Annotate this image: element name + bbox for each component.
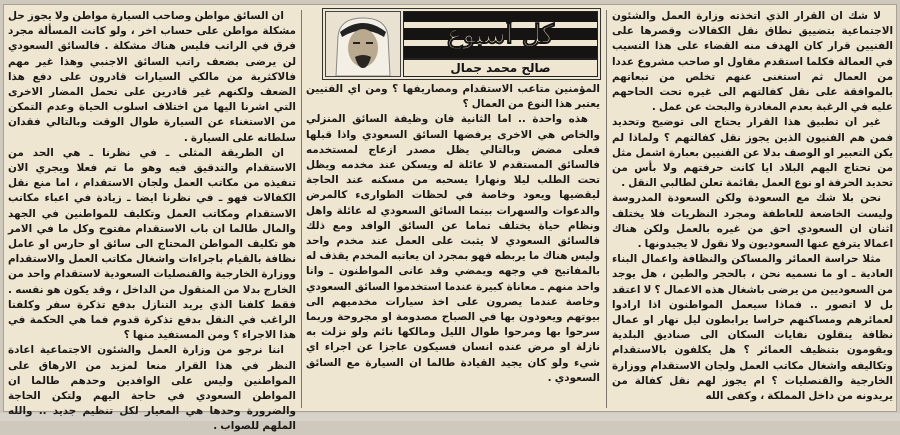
column-title: كل أسبوع: [447, 20, 554, 50]
paragraph: نحن بلا شك مع السعودة ولكن السعودة المدروسة وليست الخاضعة للعاطفة ومجرد النظريات فلا يختلف اثنان ان السعودي احق من غيره بالعمل ولكن هناك اعمالا يترفع عنها السعوديون ولا نقول لا يجيدونها .: [612, 192, 893, 251]
author-photo: [325, 11, 401, 77]
column-header: [322, 8, 601, 80]
paragraph: ان السائق مواطن وصاحب السيارة مواطن ولا يجوز حل مشكلة مواطن على حساب اخر ، ولو كانت المسألة مجرد فرق في الراتب فليس هناك مشكلة . فالسائق السعودي لن يرضى بضعف راتب السائق الاجنبي وهذا غير مهم فالاكثرية من مالكي السيارات قادرون على دفع هذا الضعف ولكنهم غير قادرين على تحمل المضار الاخرى التي اشرنا اليها من اختلاف اسلوب الحياة وعدم التمكن من الاستغناء عن السيارة طوال الوقت وبالتالي فقدان سلطانه على السيارة .: [8, 10, 296, 144]
article-column-left: [8, 9, 296, 435]
paragraph: اننا نرجو من وزارة العمل والشئون الاجتماعية اعادة النظر في هذا القرار منعا لمزيد من الارهاق على المواطنين وليس على الوافدين وحدهم طالما ان المواطن السعودي في حاجة اليهم ولتكن الحاجة والضرورة وحدها هي المعيار لكل تنظيم جديد .. والله الملهم للصواب .: [8, 344, 296, 433]
article-column-middle: [306, 82, 600, 386]
paragraph: لا شك ان القرار الذي اتخذته وزارة العمل والشئون الاجتماعية بتضييق نطاق نقل الكفالات وقصرها على الفنيين قرار كان الهدف منه القضاء على هذا التسيب في العمالة فكلما استقدم مقاول او صاحب مشروع عددا من العمال ثم استغنى عنهم تخلص من تبعاتهم بالموافقة على نقل كفالتهم الى غيره تحت الحاحهم عليه في الرغبة بعدم المغادرة والبحث عن عمل .: [612, 10, 893, 114]
paragraph: غير ان تطبيق هذا القرار يحتاج الى توضيح وتحديد فمن هم الفنيون الذين يجوز نقل كفالتهم ؟ ولماذا لم يكن التعبير او الوصف بدلا عن الفنيين بعبارة اشمل مثل من تحتاج اليهم البلاد ايا كانت حرفتهم ولا بأس من تحديد الحرفة او نوع العمل بقائمة تعلن لطالبي النقل .: [612, 116, 893, 190]
paragraph: المؤمنين متاعب الاستقدام ومصاريفها ؟ ومن اي الفنيين يعتبر هذا النوع من العمال ؟: [306, 83, 600, 111]
article-column-right: [612, 9, 893, 404]
paragraph: ان الطريقة المثلى ـ في نظرنا ـ هي الحد من الاستقدام والتدقيق فيه وهو ما تم فعلا ويجري الان تنفيذه من مكاتب العمل ولجان الاستقدام ، اما منع نقل الكفالات فهو ـ في نظرنا ايضا ـ زيادة في اعباء مكاتب الاستقدام ومكاتب العمل وتكليف للمواطنين في الجهد والمال طالما ان باب الاستقدام مفتوح وكل ما في الامر هو تكليف المواطن المحتاج الى سائق او حارس او عامل نظافة بالقيام باجراءات واشغال مكاتب العمل والاستقدام ووزارة الخارجية والقنصليات السعودية لاستقدام واحد من الخارج بدلا من المنقول من الداخل ، وقد يكون هو نفسه . فقط كلفنا الذي يريد التنازل بدفع تذكرة سفر وكلفنا الراغب في النقل بدفع تذكرة قدوم فما هي الحكمة في هذا الاجراء ؟ ومن المستفيد منها ؟: [8, 146, 296, 342]
column-divider: [606, 10, 607, 408]
paragraph: هذه واحدة .. اما الثانية فان وظيفة السائق المنزلي والخاص هي الاخرى يرفضها السائق السعودي واذا قبلها فعلى مضض وبالتالي يظل مصدر ازعاج لمستخدمه فالسائق المستقدم لا عائلة له ويسكن عند مخدمه ويظل تحت الطلب ليلا ونهارا يسحبه من مسكنه عند الحاجة ليقضيها ويعود وخاصة في لحظات الطوارىء كالمرض والدعوات والسهرات بينما السائق السعودي له عائلة واهل ونظام حياة يختلف تماما عن السائق الوافد ومع ذلك فالسائق السعودي لا يثبت على العمل عند مخدم واحد وليس هناك ما يربطه فهو بمجرد ان يعاتبه المخدم يقذف له بالمفاتيح في وجهه ويمضي وقد عانى المواطنون ـ وانا واحد منهم ـ معاناة كبيرة عندما استخدموا السائق السعودي وخاصة عندما يصرون على اخذ سيارات مخدميهم الى بيوتهم ويعودون بها في الصباح مصدومة او مجروحة وربما سرحوا بها ومرحوا طوال الليل ومالكها نائم ولو نزلت به نازلة او مرض عنده انسان فسيكون عاجزا عن اجراء اي شيء ولو كان يجيد القيادة طالما ان السيارة مع السائق السعودي .: [306, 113, 600, 384]
column-divider: [301, 10, 302, 408]
author-name: صالح محمد جمال: [403, 59, 598, 77]
paragraph: مثلا حراسة العمائر والمساكن والنظافة واعمال البناء العادية ـ او ما نسميه نحن ، بالحجر والطين ، هل يوجد من السعوديين من يرضى باشغال هذه الاعمال ؟ لا اعتقد بل لا اتصور .. فماذا سيعمل المواطنون اذا ارادوا لعمائرهم ومساكنهم حراسا يرابطون ليل نهار او عمال نظافة ينقلون نفايات السكان الى صناديق البلدية ويقومون بتنظيف العمائر ؟ هل يكلفون بالاستقدام وتكاليفه واشغال مكاتب العمل ولجان الاستقدام ووزارة الخارجية والقنصليات ؟ ام يجوز لهم نقل كفالة من يريدونه من داخل المملكة ، وكفى الله: [612, 253, 893, 403]
column-title-banner: [403, 11, 598, 59]
